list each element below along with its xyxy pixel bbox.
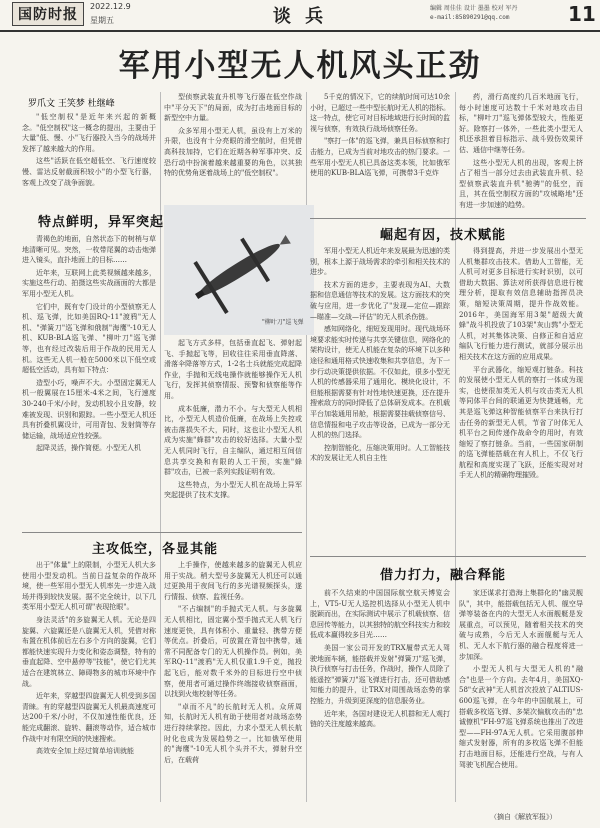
paragraph: "卓而不凡"的长航时无人机。众所周知，长航时无人机有助于使用者对战场态势进行持续掌控。因此，力求小型无人机长航时化也成为发展趋势之一。比如俄军使用的"海鹰"-10无人机个头并不大，弹射升空后，在载荷 [164, 702, 302, 764]
photo-caption: "柳叶刀"巡飞弹 [262, 319, 304, 326]
section-title: 谈 兵 [272, 6, 328, 27]
issue-weekday: 星期五 [90, 16, 114, 25]
paragraph: 起降灵活，操作简便。小型无人机 [36, 444, 141, 453]
paragraph: 小型无人机与大型无人机的"融合"也是一个方向。去年4月，美国XQ-58"女武神"无人机首次投放了ALTIUS-600巡飞弹，在今年的中国航展上，可搭载多枚巡飞弹、多架次偏航攻击的"忠诚僚机"FH-97巡飞弹系统也推出了改进型——FH-97A无人机。它采用腹部伸缩式发射器，所有的多枚巡飞弹不但能打击地面目标，还能进行空战，与有人驾驶飞机配合使用。 [459, 665, 583, 769]
paragraph: 成本低廉，潜力不小。与大型无人机相比，小型无人机造价低廉，在战场上失控或被击落损失不大，同时，这也让小型无人机成为实施"蜂群"攻击的较好选择。大量小型无人机同时飞行，自主编队，通过相互间信息共享交换和有限的人工干预，实施"蜂群"攻击，已被一系列实践证明有效。 [164, 404, 302, 477]
paragraph: 身法灵活"的多旋翼无人机。无论是四旋翼、六旋翼还是八旋翼无人机，凭借对称布置在机体前后左右多个方向的旋翼，它们都能快速实现升力变化和姿态调整，特有的垂直起降、空中悬停等"技能"，使它们尤其适合在建筑林立、障碍物多的城市环境中作战。 [22, 615, 156, 688]
column-1-mid [22, 234, 156, 530]
section-rule [22, 532, 302, 533]
paragraph: 近年来，互联网上此类视频越来越多，实施这些行动、拍摄这些实战画面的大都是军用小型无人机。 [22, 268, 156, 298]
paragraph: 出于"体量"上的限制，小型无人机大多使用小型发动机。当前日益复杂的作战环境，使一些军用小型无人机率先一步进入战场并得到较快发展。据不完全统计，以下几类军用小型无人机可谓"表现抢眼"。 [22, 561, 156, 612]
column-4-mid [459, 246, 583, 542]
editor-email: e-mail:85890291@qq.com [430, 14, 510, 21]
paragraph: 军用小型无人机近年来发展最为迅速的类别，根本上源于战场需求的牵引和相关技术的进步。 [310, 247, 450, 277]
paragraph: 上手操作，使越来越多的旋翼无人机应用于实战。稍大型号多旋翼无人机还可以通过更换用于夜间飞行的多光谱视频探头，遂行情报、侦察、监视任务。 [164, 561, 302, 601]
paragraph: 感知网络化，细短发现用时。现代战场环境要求能实时传递与共享关键信息，网络化的架构设计，使无人机能在复杂的环境下以多种途径和通用格式快速收集和共享信息，为下一步行动决策提供依据。不仅如此，很多小型无人机的传感器采用了通用化、模块化设计，不但能根据需要有针对性地快速更换，还在提升搜索敌方的同时降低了总体研发成本。在机载平台加装通用吊舱，根据需要挂载侦察信号、信息情报和电子攻击等设备，已成为一部分无人机的热门选择。 [310, 325, 450, 440]
column-rule [306, 92, 307, 802]
source-credit: （摘自《解放军报》） [490, 813, 557, 821]
issue-date: 2022.12.9 [90, 2, 131, 11]
loitering-munition-photo [164, 205, 314, 335]
column-2-top [164, 92, 302, 200]
paragraph: 高效安全加上经过简单培训就能 [36, 747, 134, 756]
paragraph: 造型小巧，噪声不大。小型固定翼无人机一般翼展在15厘米-4米之间，飞行速度30-240千米/小时，发动机较小且安静，较难被发现、识别和跟踪。一些小型无人机还具有折叠机翼设计，可用背包、发射筒等存储运输，战场适应性较强。 [22, 378, 156, 440]
column-3-mid [310, 246, 450, 542]
paragraph: 前不久结束的中国国际航空航天博览会上，VT5-U无人巡控机选择从小型无人机中脱颖而出，在实际测试中展示了机载侦察、信息回传等能力，以其独特的航空科技实力和较低成本赢得较多目光…… [310, 589, 450, 640]
paragraph: 众多军用小型无人机，虽设有上万米的升限，也没有十分亮眼的滑空航时，但凭借高科技加持，它们在近期各种军事冲突、反恐行动中扮演着越来越重要的角色，以其独特的优势角逐着战场上的"低空制权"。 [164, 126, 302, 178]
editor-credits: 编辑 周佳佳 设计 墨墨 校对 军丹 [430, 5, 518, 12]
paragraph: 青褐色的地面，自然状态下的树梢与草地清晰可见。突然，一枚带尾翼的动击炮弹进入镜头，直扑地面上的目标…… [22, 235, 156, 265]
newspaper-logo: 国防时报 [12, 2, 84, 26]
paragraph: 近年来，各国对建设无人机群和无人观打链的关注度越来越高。 [310, 709, 450, 729]
section-rule [310, 218, 586, 219]
byline: 罗爪文 王笑梦 杜继峰 [28, 99, 115, 109]
section-heading: 崛起有因，技术赋能 [380, 228, 507, 243]
paragraph: 家还谋求打造海上集群化的"幽灵舰队"，其中，能搭载包括无人机、舰空导弹等装备在内的大型无人水面舰艇是发展重点，可以预见，随着相关技术的突破与成熟，今后无人水面舰艇与无人机、无人水下航行器的融合程度将进一步加深。 [459, 589, 583, 661]
column-3-bottom [310, 588, 450, 806]
paragraph: 它们中，既有专门设计的小型侦察无人机、巡飞弹，比如美国RQ-11"渡鸦"无人机、"弹簧刀"巡飞弹和俄制"海鹰"-10无人机、KUB-BLA巡飞弹、"柳叶刀"巡飞弹等，也有经过改装后用于作战的民用无人机。这些无人机一般在5000米以下低空或超低空活动，具有如下特点： [22, 302, 156, 375]
column-1-top [22, 112, 156, 208]
section-heading: 特点鲜明，异军突起 [38, 215, 165, 230]
paragraph: "不占编制"的手抛式无人机。与多旋翼无人机相比，固定翼小型手抛式无人机飞行速度更快，具有体积小、重量轻、携带方便等优点。折叠后，可放置在背包中携带，通常不同配备专门的无人机操作员。例如，美军RQ-11"渡鸦"无人机仅重1.9千克，抛投起飞后，能对数千米外的目标进行空中侦察，使用者可通过操作终端接收侦察画面，以找到火炮校射等任务。 [164, 605, 302, 699]
column-1-bottom [22, 560, 156, 806]
paragraph: 平台武器化，缩短观打链条。科技的发展使小型无人机的察打一体成为现实，也使很加类无人机与攻击类无人机等同体平台间的联通更为快捷通畅，尤其是巡飞弹这种智能侦察平台来执行打击任务的新型无人机，节省了时体无人机平台之间传递作战命令的用时，有效缩短了察打链条。当前，一些国家研制的巡飞弹能搭载在有人机上，不仅飞行航程和高度实现了飞跃，还能实现对对手无人机的精确物理摧毁。 [459, 365, 583, 480]
paragraph: 这些"活跃在低空超低空、飞行速度较慢、雷达反射截面积较小"的小型飞行器，客观上改变了战争面貌。 [22, 157, 156, 187]
column-rule [455, 92, 456, 802]
paragraph: "低空制权"是近年来兴起的新概念。"低空制权"这一概念的提出，主要由于大量"低、慢、小"飞行器投入当今的战场并发挥了越来越大的作用。 [22, 113, 156, 153]
paragraph: 美国一家公司开发的TRX履带式无人驾驶地面车辆，能搭载并发射"弹簧刀"巡飞弹，执行侦察与打击任务，作战时，操作人员除了能遥控"弹簧刀"巡飞弹进行打击，还可借助感知能力的提升，让TRX对周围战场态势的掌控能力，升级到更深度的信息服务业。 [310, 643, 450, 705]
section-heading: 借力打力，融合释能 [380, 568, 507, 583]
column-3-top [310, 92, 450, 200]
paragraph: 这些特点，为小型无人机在战场上异军突起提供了技术支撑。 [164, 480, 302, 500]
paragraph: 技术方面的进步，主要表现为AI、大数据和信息通信等技术的发展。这方面技术的突破与应用，进一步优化了"发现—定位—跟踪—瞄准—交战—评估"的无人机杀伤链。 [310, 280, 450, 321]
paragraph: 得到提高，并进一步发展出小型无人机集群攻击技术。借助人工智能，无人机可对更多目标进行实时识别，以可借助大数据、算法对所获得信息进行梳理分析，提取有效信息辅助指挥员决策，缩短决策周期，提升作战效能。2016年，美国海军用3架"超级大黄蜂"战斗机投放了103架"灰山鹑"小型无人机，对其集体决策、自修正和自适应编队飞行能力进行测试，就部分展示出相关技术在这方面的应用成果。 [459, 247, 583, 361]
section-rule [310, 556, 586, 557]
paragraph: 药，滑行高度约几百米地面飞行，每小时速度可达数十千米对地攻击目标，"柳叶刀"巡飞弹体型较大，性能更好。除察打一体外，一些此类小型无人机还承担着目标指示、战斗毁伤效果评估、通信中继等任务。 [459, 93, 583, 154]
masthead [0, 0, 600, 32]
paragraph: 控制智能化，压缩决策用时。人工智能技术的发展让无人机自主性 [310, 443, 450, 463]
paragraph: 型侦察武装直升机等飞行器在低空作战中"平分天下"的局面，成为打击地面目标的新型空中力量。 [164, 93, 302, 123]
paragraph: 起飞方式多样，包括垂直起飞、弹射起飞、手抛起飞等，回收往往采用垂直降落、滑落伞降落等方式，1-2名士兵就能完成起降作业，手抛和无线电操作就能够操作无人机飞行，发挥其侦察情报、预警和侦察能等作用。 [164, 339, 302, 400]
paragraph: "察打一体"的巡飞弹，兼具目标侦察和打击能力，已成为当前对地攻击的热门要求。一些军用小型无人机已具备这类本领，比如俄军使用的KUB-BLA巡飞弹，可携带3千克炸 [310, 137, 450, 178]
column-4-top [459, 92, 583, 232]
column-2-mid [164, 338, 302, 528]
paragraph: 5千克的情况下，它的续航时间可达10余小时，已超过一些中型长航时无人机的指标。这一特点，使它可对目标地域进行长时间的监视与侦察，有效执行战场侦察任务。 [310, 93, 450, 133]
paragraph: 近年来，穿越型四旋翼无人机受到多国青睐。有的穿越型四旋翼无人机最高速度可达200千米/小时，不仅加速性能优良，还能完成翻滚、旋转、翻滚等动作，适合城市作战中对有限空间的快速搜索。 [22, 692, 156, 743]
page-number: 11 [568, 2, 596, 26]
headline: 军用小型无人机风头正劲 [118, 48, 482, 84]
paragraph: 这些小型无人机的出现，客观上挤占了相当一部分过去由武装直升机、轻型侦察武装直升机"驰骋"的低空，而且，其在低空制权方面的"攻城略地"还有进一步加速的趋势。 [459, 158, 583, 209]
section-heading: 主攻低空，各显其能 [92, 542, 219, 557]
column-2-bottom [164, 560, 302, 806]
column-rule [160, 92, 161, 802]
drone-illustration [164, 205, 314, 335]
column-4-bottom [459, 588, 583, 808]
